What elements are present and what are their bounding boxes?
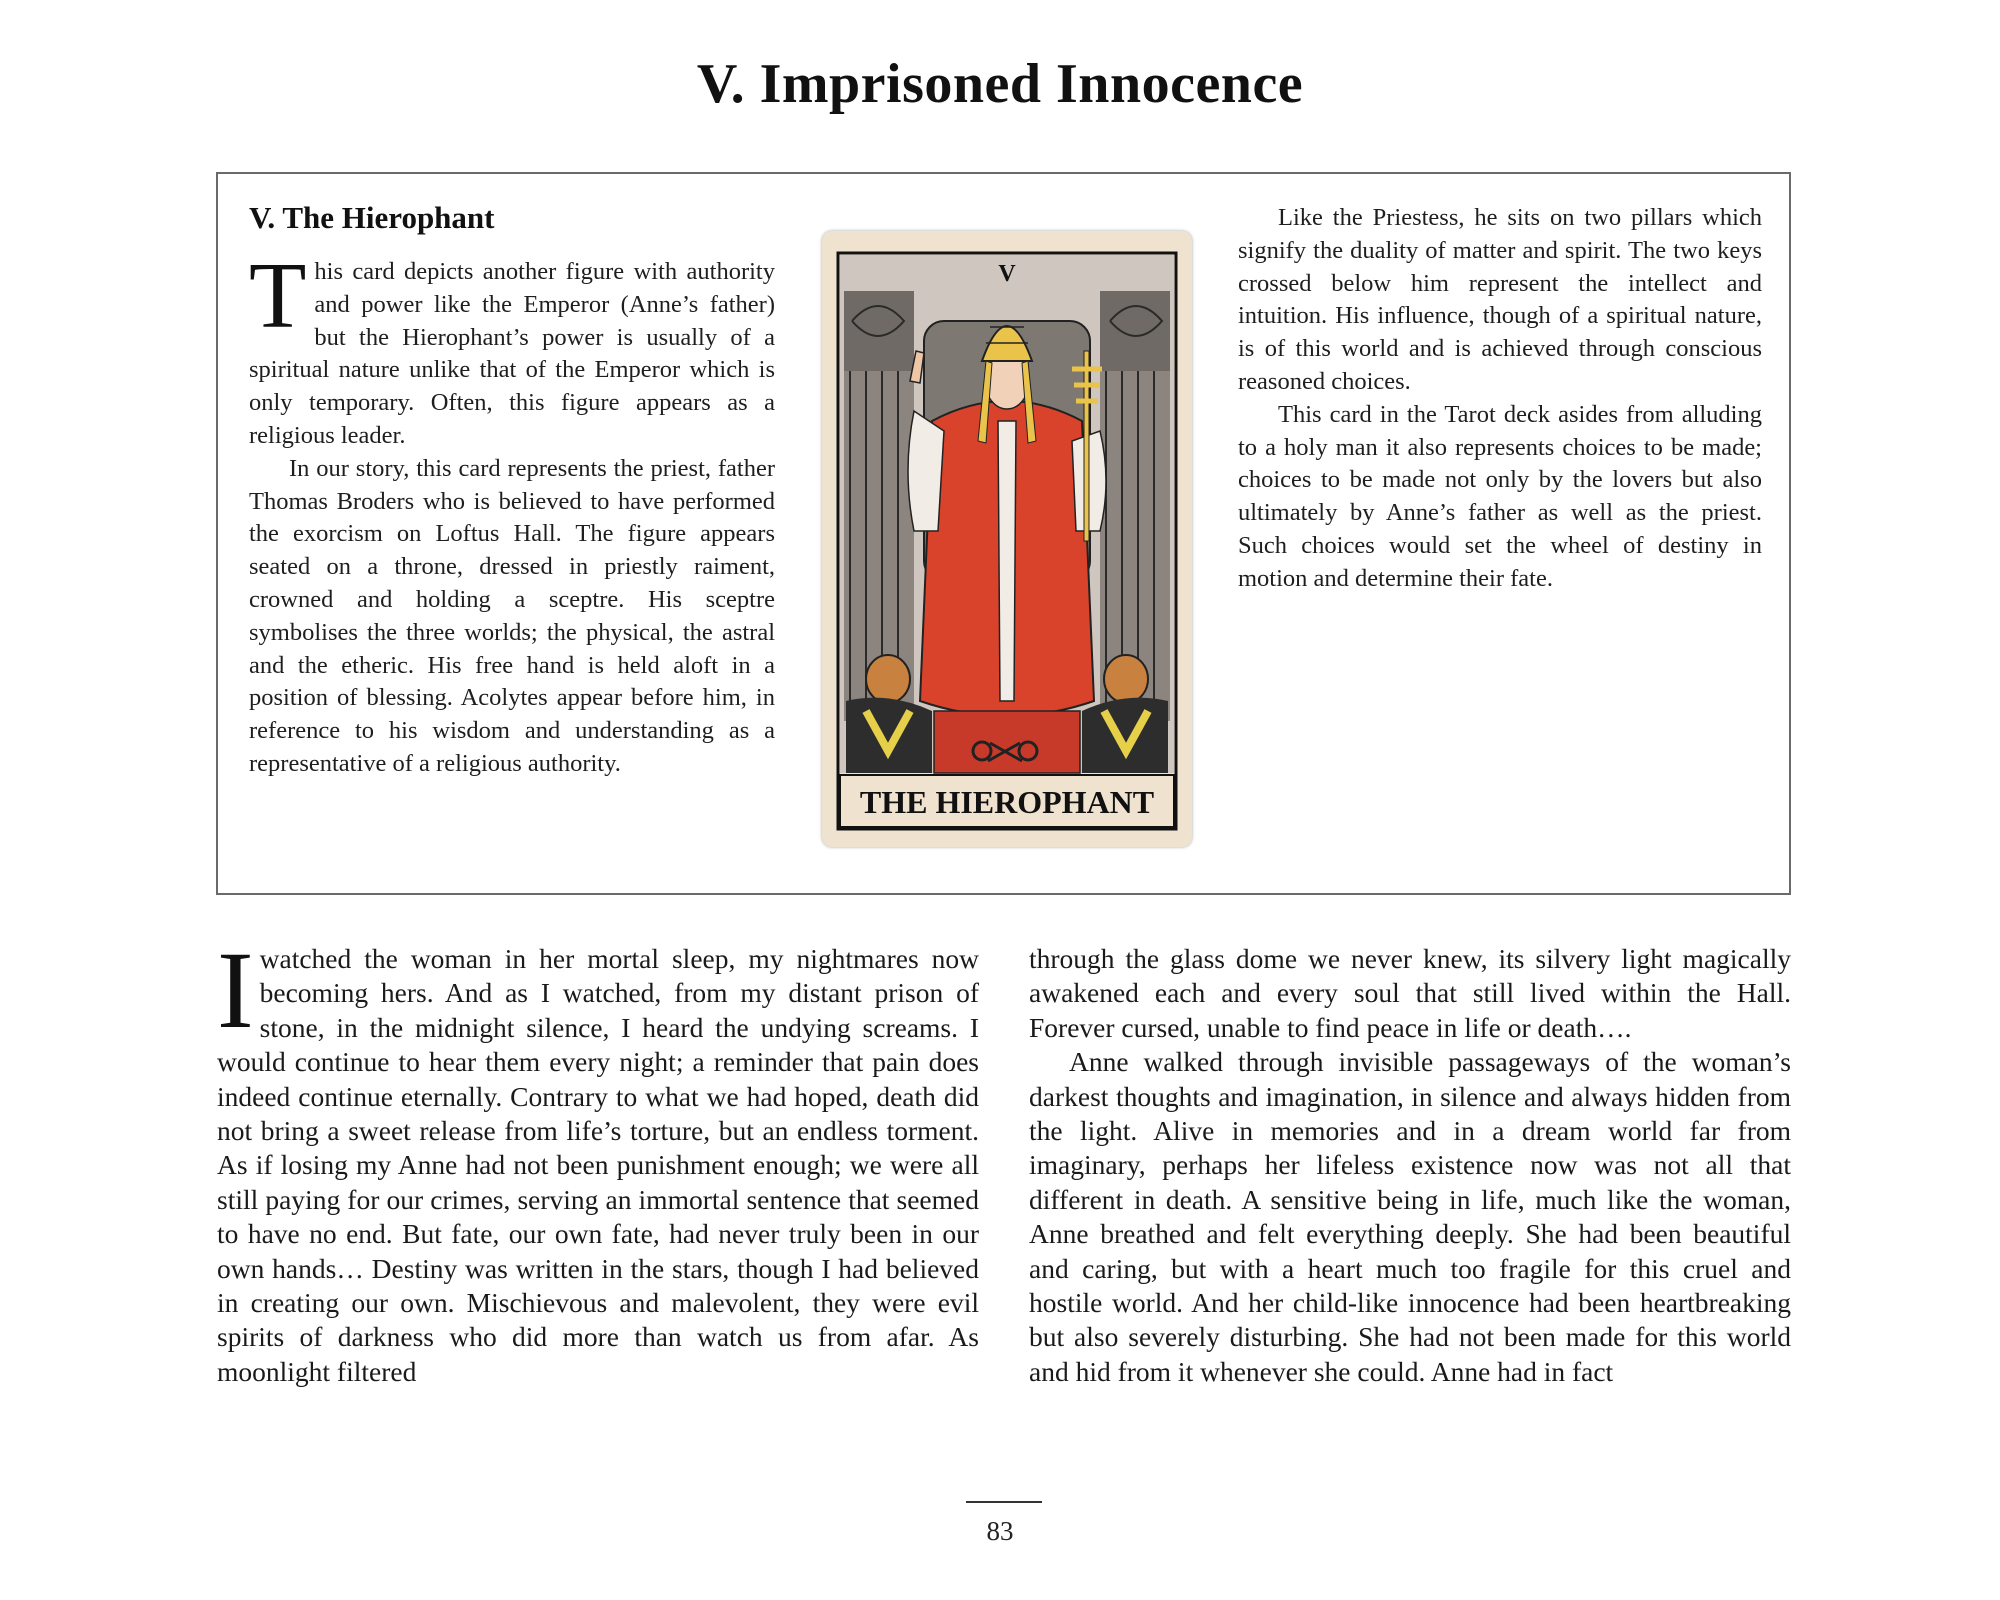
page-title: V. Imprisoned Innocence — [696, 53, 1304, 115]
body-right-column — [1029, 942, 1791, 1389]
body-drop-cap: I — [217, 929, 254, 1051]
sidebar-right-text — [1238, 202, 1762, 596]
card-name: THE HIEROPHANT — [859, 784, 1155, 820]
sidebar-left-paragraph-1-text: his card depicts another figure with authority and power like the Emperor (Anne’s father) but the Hierophant’s power is usually of a spiritual nature unlike that of the Emperor which is only temporary. Often, this figure appears as a religious leader. — [249, 258, 775, 449]
sidebar-right-column — [1238, 202, 1762, 596]
body-left-paragraph-1 — [217, 929, 979, 1389]
page-number-rule — [966, 1501, 1042, 1503]
body-left-column — [217, 929, 979, 1389]
sidebar-left-text — [249, 244, 775, 781]
body-left-paragraph-1-text: watched the woman in her mortal sleep, my nightmares now becoming hers. And as I watched, from my distant prison of stone, in the midnight silence, I heard the undying screams. I would continue to hear them every night; a reminder that pain does indeed continue eternally. Contrary to what we had hoped, death did not bring a sweet release from life’s torture, but an endless torment. As if losing my Anne had not been punishment enough; we were all still paying for our crimes, serving an immortal sentence that seemed to have no end. But fate, our own fate, had never truly been in our own hands… Destiny was written in the stars, though I had believed in creating our own. Mischievous and malevolent, they were evil spirits of darkness who did more than watch us from afar. As moonlight filtered — [217, 943, 979, 1387]
sidebar-left-column — [249, 200, 775, 781]
body-right-paragraph-1: through the glass dome we never knew, its silvery light magically awakened each and every soul that still lived within the Hall. Forever cursed, unable to find peace in life or death…. — [1029, 943, 1791, 1043]
page-number: 83 — [986, 1516, 1014, 1546]
card-numeral: V — [998, 261, 1016, 287]
sidebar-left-paragraph-2: In our story, this card represents the priest, father Thomas Broders who is believed to have performed the exorcism on Loftus Hall. The figure appears seated on a throne, dressed in priestly raiment, crowned and holding a sceptre. His sceptre symbolises the three worlds; the physical, the astral and the etheric. His free hand is held aloft in a position of blessing. Acolytes appear before him, in reference to his wisdom and understanding as a representative of a religious authority. — [249, 454, 775, 777]
hierophant-tarot-card — [822, 231, 1192, 847]
sidebar-heading: V. The Hierophant — [249, 200, 495, 235]
body-right-paragraph-2: Anne walked through invisible passageways of the woman’s darkest thoughts and imagination, in silence and always hidden from the light. Alive in memories and in a dream world far from imaginary, perhaps her lifeless existence now was not all that different in death. A sensitive being in life, much like the woman, Anne breathed and felt everything deeply. She had been beautiful and caring, but with a heart much too fragile for this cruel and hostile world. And her child-like innocence had been heartbreaking but also severely disturbing. She had not been made for this world and hid from it whenever she could. Anne had in fact — [1029, 1046, 1791, 1387]
drop-cap: T — [249, 244, 307, 348]
sidebar-right-paragraph-1: Like the Priestess, he sits on two pillars which signify the duality of matter and spirit. The two keys crossed below him represent the intellect and intuition. His influence, though of a spiritual nature, is of this world and is achieved through conscious reasoned choices. — [1238, 204, 1762, 395]
sidebar-left-paragraph-1 — [249, 244, 775, 453]
hierophant-card-illustration — [822, 231, 1192, 847]
sidebar-right-paragraph-2: This card in the Tarot deck asides from alluding to a holy man it also represents choices to be made; choices to be made not only by the lovers but also ultimately by Anne’s father as well as the priest. Such choices would set the wheel of destiny in motion and determine their fate. — [1238, 400, 1762, 592]
